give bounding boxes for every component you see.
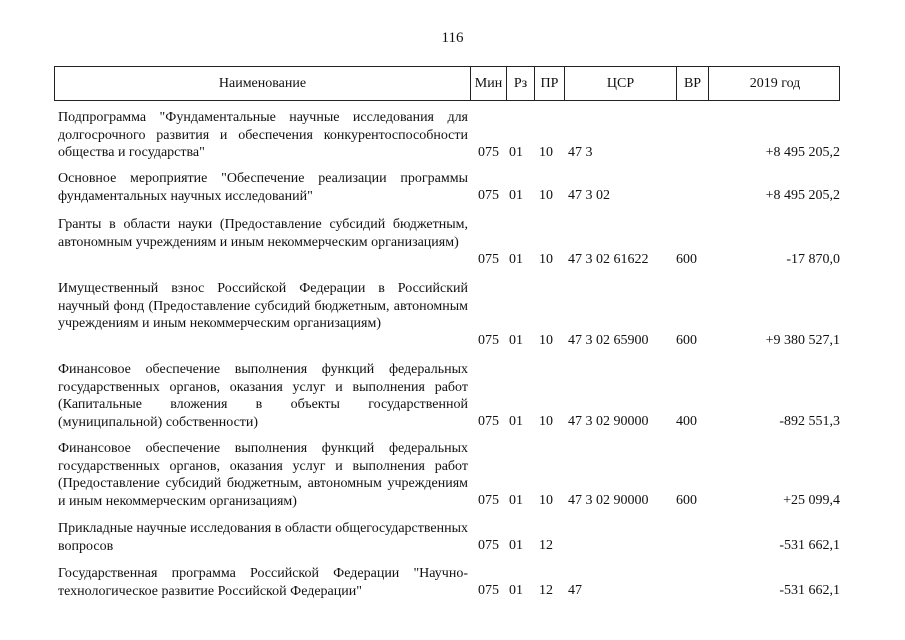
row-rz: 01 [509,252,523,267]
row-pr: 12 [539,538,553,553]
row-value: +25 099,4 [783,493,840,508]
header-csr: ЦСР [565,67,677,100]
row-min: 075 [478,493,499,508]
row-min: 075 [478,333,499,348]
row-min: 075 [478,414,499,429]
row-rz: 01 [509,188,523,203]
row-rz: 01 [509,583,523,598]
row-vr: 600 [676,252,697,267]
row-name: Государственная программа Российской Федерации "Научно-технологическое развитие Российской Федерации" [58,566,468,599]
row-value: -17 870,0 [786,252,840,267]
row-name: Гранты в области науки (Предоставление субсидий бюджетным, автономным учреждениям и иным некоммерческим организациям) [58,217,468,250]
row-value: -892 551,3 [779,414,840,429]
row-value: +8 495 205,2 [765,145,840,160]
row-pr: 10 [539,252,553,267]
table-row [54,440,840,510]
row-pr: 10 [539,188,553,203]
row-min: 075 [478,538,499,553]
table-row [54,216,840,269]
row-value: +9 380 527,1 [765,333,840,348]
page-number: 116 [441,30,464,46]
table-row [54,109,840,162]
row-vr: 600 [676,493,697,508]
row-min: 075 [478,188,499,203]
row-csr: 47 3 02 [568,188,610,203]
header-rz: Рз [507,67,535,100]
row-csr: 47 [568,583,582,598]
row-min: 075 [478,583,499,598]
table-row [54,280,840,350]
header-year: 2019 год [749,76,801,91]
table-row [54,170,840,205]
row-rz: 01 [509,538,523,553]
row-name: Имущественный взнос Российской Федерации в Российский научный фонд (Предоставление субсидий бюджетным, автономным учреждениям и иным некоммерческим организациям) [58,281,468,331]
header-min: Мин [471,67,507,100]
row-csr: 47 3 02 90000 [568,493,649,508]
row-name: Прикладные научные исследования в области общегосударственных вопросов [58,521,468,554]
row-name: Основное мероприятие "Обеспечение реализации программы фундаментальных научных исследований" [58,171,468,204]
row-rz: 01 [509,333,523,348]
row-pr: 10 [539,493,553,508]
row-value: -531 662,1 [779,538,840,553]
header-vr: ВР [677,67,709,100]
table-row [54,520,840,555]
header-pr: ПР [535,67,565,100]
row-value: -531 662,1 [779,583,840,598]
row-rz: 01 [509,145,523,160]
row-csr: 47 3 [568,145,593,160]
row-vr: 600 [676,333,697,348]
table-row [54,361,840,431]
row-rz: 01 [509,414,523,429]
row-value: +8 495 205,2 [765,188,840,203]
row-pr: 10 [539,333,553,348]
row-vr: 400 [676,414,697,429]
row-name: Финансовое обеспечение выполнения функций федеральных государственных органов, оказания услуг и выполнения работ (Предоставление субсидий бюджетным, автономным учреждениям и иным некоммерческим организациям) [58,441,468,509]
header-name: Наименование [55,67,471,100]
row-csr: 47 3 02 65900 [568,333,649,348]
row-min: 075 [478,252,499,267]
row-name: Подпрограмма "Фундаментальные научные исследования для долгосрочного развития и обеспечения конкурентоспособности общества и государства" [58,110,468,160]
row-pr: 10 [539,414,553,429]
row-name: Финансовое обеспечение выполнения функций федеральных государственных органов, оказания услуг и выполнения работ (Капитальные вложения в объекты государственной (муниципальной) собственности) [58,362,468,430]
row-pr: 10 [539,145,553,160]
table-header [54,66,840,101]
row-pr: 12 [539,583,553,598]
row-rz: 01 [509,493,523,508]
row-csr: 47 3 02 61622 [568,252,649,267]
row-csr: 47 3 02 90000 [568,414,649,429]
budget-table [54,66,840,101]
table-row [54,565,840,600]
row-min: 075 [478,145,499,160]
